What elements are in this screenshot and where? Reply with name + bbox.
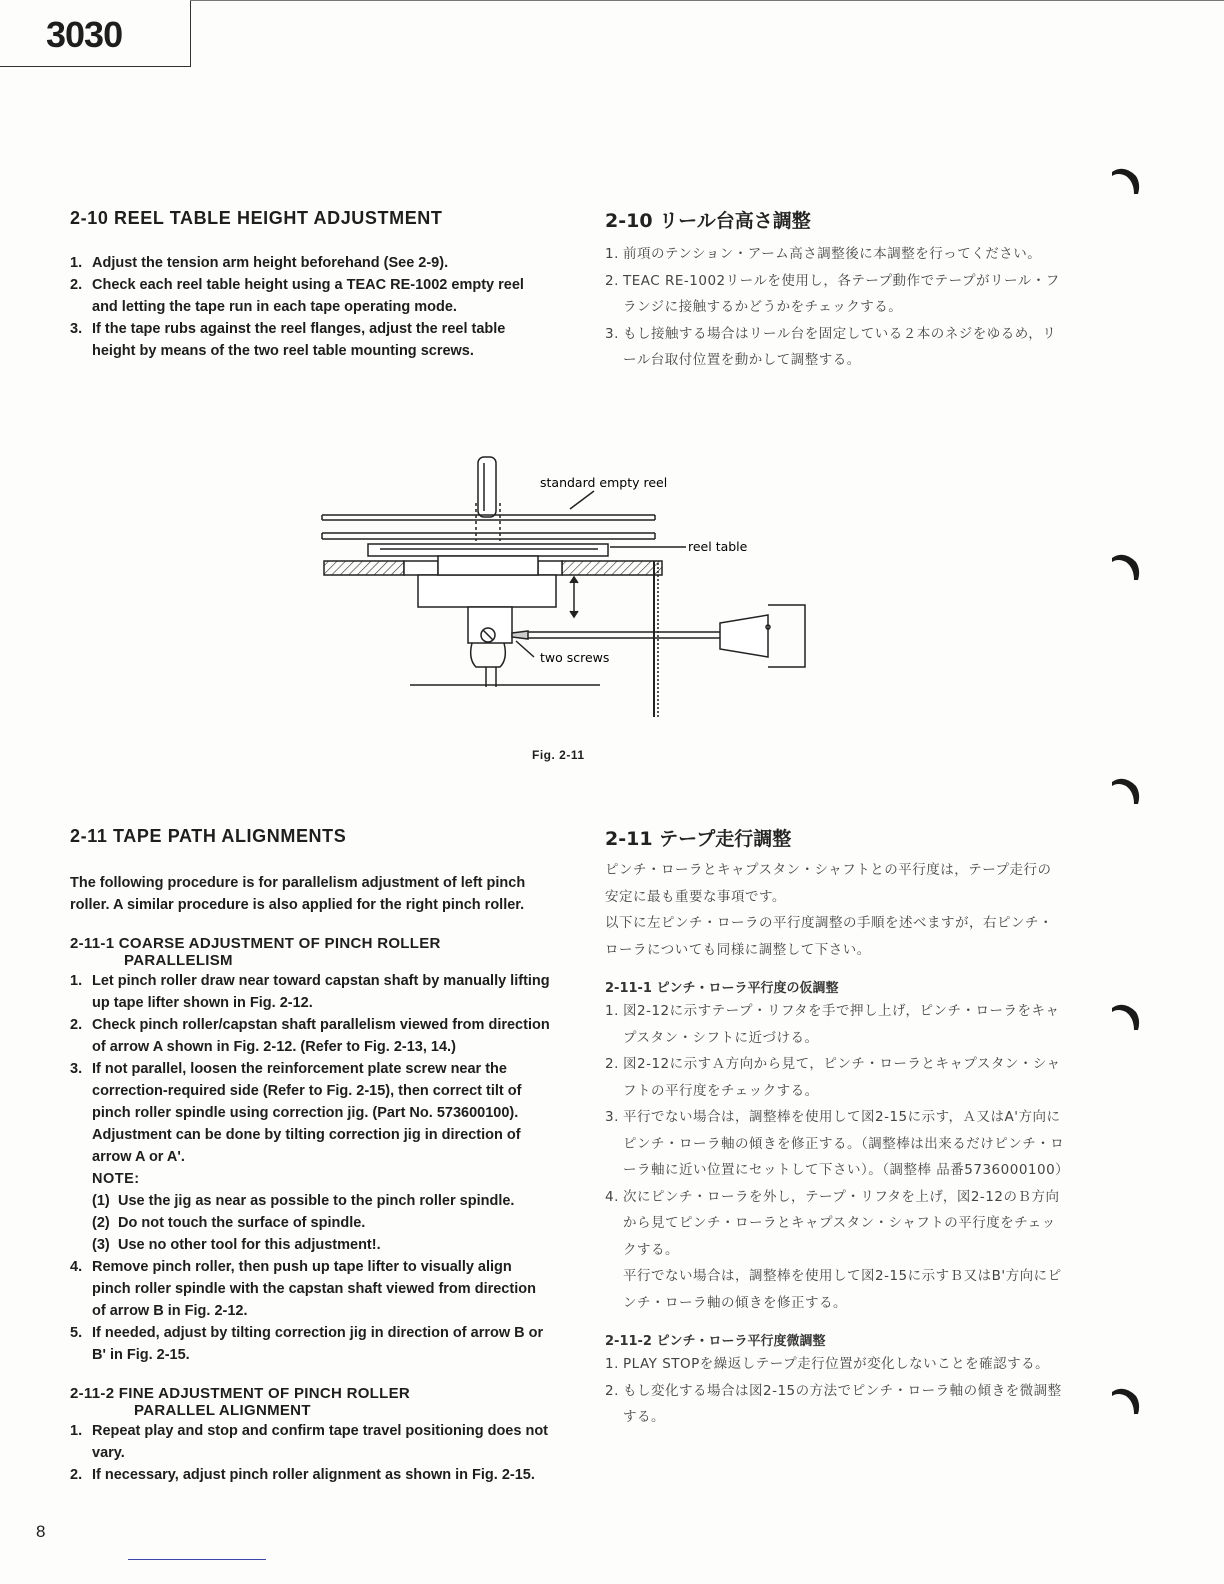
section-title: 2-10 REEL TABLE HEIGHT ADJUSTMENT <box>70 208 443 228</box>
steps-list <box>70 1420 550 1486</box>
list-item: 4. 次にピンチ・ローラを外し，テープ・リフタを上げ，図2-12のＢ方向から見てピンチ・ローラとキャプスタン・シャフトの平行度をチェックする。 <box>605 1188 1060 1258</box>
intro-paragraph: ピンチ・ローラとキャプスタン・シャフトとの平行度は，テープ走行の安定に最も重要な事項です。 <box>605 862 1052 905</box>
steps-list <box>70 1256 550 1366</box>
list-item: 2. もし変化する場合は図2-15の方法でピンチ・ローラ軸の傾きを微調整する。 <box>605 1382 1062 1425</box>
model-box <box>0 0 191 67</box>
binder-hole <box>1108 998 1144 1034</box>
section-title: 2-11 TAPE PATH ALIGNMENTS <box>70 826 347 846</box>
note-block <box>70 1168 550 1256</box>
section-2-10-en <box>70 208 550 362</box>
figure-caption: Fig. 2-11 <box>532 748 585 762</box>
steps-list <box>605 1351 1065 1431</box>
subsection-title: 2-11-1 COARSE ADJUSTMENT OF PINCH ROLLER <box>70 935 441 952</box>
list-item: 1. Adjust the tension arm height beforehand (See 2-9). <box>70 255 449 271</box>
top-rule <box>190 0 1224 1</box>
list-item: 5. If needed, adjust by tilting correction jig in direction of arrow B or B' in Fig. 2-15. <box>70 1325 544 1363</box>
list-item: 3. 平行でない場合は，調整棒を使用して図2-15に示す，Ａ又はA'方向にピンチ・ローラ軸の傾きを修正する。（調整棒は出来るだけピンチ・ローラ軸に近い位置にセットして下さい）。（調整棒 品番5736000100） <box>605 1109 1070 1178</box>
list-item: 3. If not parallel, loosen the reinforcement plate screw near the correction-required side (Refer to Fig. 2-15), then correct tilt of pinch roller spindle using correction jig. (Part No. 573600100). Adjustment can be done by tilting correction jig in direction of arrow A or A'. <box>70 1061 522 1165</box>
list-item: 2. Check each reel table height using a TEAC RE-1002 empty reel and letting the tape run in each tape operating mode. <box>70 277 524 315</box>
label-two-screws: two screws <box>540 650 610 665</box>
note-item: (2) Do not touch the surface of spindle. <box>92 1215 366 1231</box>
subsection-title: 2-11-1 ピンチ・ローラ平行度の仮調整 <box>605 981 839 996</box>
list-item: 3. もし接触する場合はリール台を固定している２本のネジをゆるめ，リール台取付位置を動かして調整する。 <box>605 325 1057 368</box>
binder-hole <box>1108 1382 1144 1418</box>
list-item: 2. If necessary, adjust pinch roller alignment as shown in Fig. 2-15. <box>70 1467 535 1483</box>
list-item: 4. Remove pinch roller, then push up tape lifter to visually align pinch roller spindle with the capstan shaft viewed from direction of arrow B in Fig. 2-12. <box>70 1259 536 1319</box>
list-item: 1. 図2-12に示すテープ・リフタを手で押し上げ，ピンチ・ローラをキャプスタン・シフトに近づける。 <box>605 1003 1060 1046</box>
section-title: 2-11 テープ走行調整 <box>605 828 792 850</box>
note-item: (1) Use the jig as near as possible to the pinch roller spindle. <box>92 1193 515 1209</box>
subsection-title-cont: PARALLELISM <box>124 952 233 969</box>
page-number: 8 <box>36 1522 46 1541</box>
model-number: 3030 <box>46 14 123 55</box>
list-item: 3. If the tape rubs against the reel flanges, adjust the reel table height by means of the two reel table mounting screws. <box>70 321 506 359</box>
binder-hole <box>1108 548 1144 584</box>
note-item: (3) Use no other tool for this adjustment!. <box>92 1237 381 1253</box>
subsection-title-cont: PARALLEL ALIGNMENT <box>134 1402 311 1419</box>
note-label: NOTE: <box>92 1171 140 1187</box>
section-title: 2-10 リール台高さ調整 <box>605 210 811 232</box>
steps-list <box>70 252 550 362</box>
binder-hole <box>1108 162 1144 198</box>
section-2-10-ja <box>605 206 1065 374</box>
label-reel-table: reel table <box>688 539 748 554</box>
steps-list <box>605 241 1065 374</box>
intro-paragraph: 以下に左ピンチ・ローラの平行度調整の手順を述べますが，右ピンチ・ローラについても同様に調整して下さい。 <box>605 915 1053 958</box>
intro-paragraph: The following procedure is for parallelism adjustment of left pinch roller. A similar procedure is also applied for the right pinch roller. <box>70 875 526 913</box>
footer-line <box>128 1559 266 1560</box>
label-standard-empty-reel: standard empty reel <box>540 475 668 490</box>
steps-list <box>70 970 550 1168</box>
figure-reel-table-diagram <box>300 445 820 735</box>
list-item: 1. Let pinch roller draw near toward capstan shaft by manually lifting up tape lifter shown in Fig. 2-12. <box>70 973 550 1011</box>
subsection-title: 2-11-2 FINE ADJUSTMENT OF PINCH ROLLER <box>70 1385 411 1402</box>
subsection-2-11-1 <box>70 935 550 1366</box>
section-2-11-ja <box>605 824 1070 1431</box>
list-item: 2. 図2-12に示すＡ方向から見て，ピンチ・ローラとキャプスタン・シャフトの平行度をチェックする。 <box>605 1056 1061 1099</box>
list-item: 1. 前項のテンション・アーム高さ調整後に本調整を行ってください。 <box>605 246 1042 262</box>
list-item: 2. TEAC RE-1002リールを使用し，各テープ動作でテープがリール・フランジに接触するかどうかをチェックする。 <box>605 272 1060 315</box>
list-item: 1. PLAY STOPを繰返しテープ走行位置が変化しないことを確認する。 <box>605 1356 1050 1372</box>
subsection-title: 2-11-2 ピンチ・ローラ平行度微調整 <box>605 1334 826 1349</box>
list-item: 2. Check pinch roller/capstan shaft parallelism viewed from direction of arrow A shown in Fig. 2-12. (Refer to Fig. 2-13, 14.) <box>70 1017 550 1055</box>
section-2-11-en <box>70 826 550 1486</box>
subsection-2-11-2 <box>70 1385 550 1486</box>
steps-list <box>605 998 1070 1316</box>
list-item: 1. Repeat play and stop and confirm tape travel positioning does not vary. <box>70 1423 548 1461</box>
list-item-continued: 平行でない場合は，調整棒を使用して図2-15に示すＢ又はB'方向にピンチ・ローラ軸の傾きを修正する。 <box>623 1268 1062 1311</box>
binder-hole <box>1108 772 1144 808</box>
